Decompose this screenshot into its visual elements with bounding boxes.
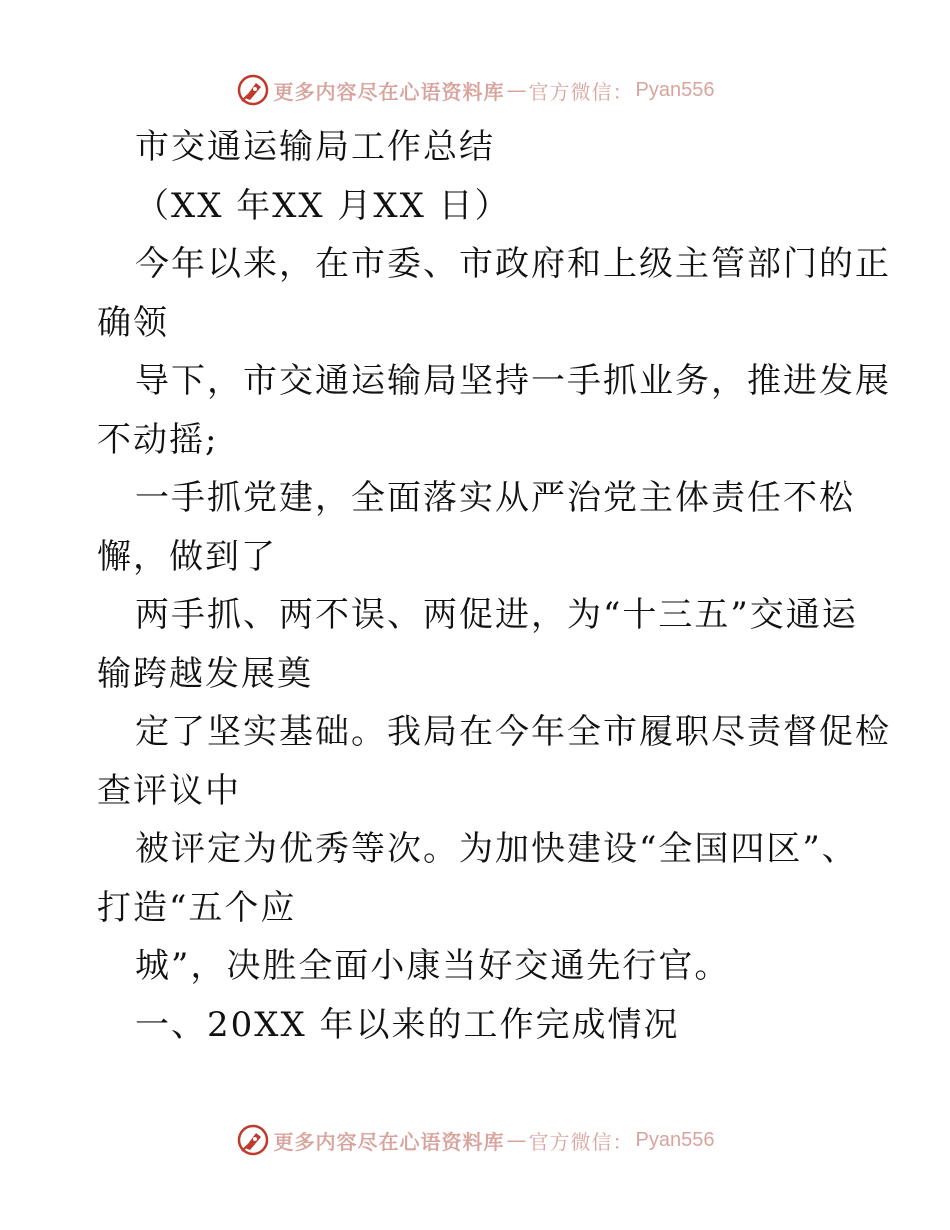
header-banner (0, 70, 950, 110)
doc-title: 市交通运输局工作总结 (135, 127, 495, 167)
pen-nib-logo-icon (236, 73, 270, 107)
section-heading: 一、20XX 年以来的工作完成情况 (135, 1004, 680, 1045)
doc-line: 输跨越发展奠 (97, 653, 313, 694)
banner-label: 官方微信： (528, 79, 634, 104)
doc-line: 懈，做到了 (97, 536, 277, 577)
banner-main-text: 更多内容尽在心语资料库 (273, 1129, 505, 1154)
doc-line: 查评议中 (97, 770, 241, 811)
banner-separator: — (506, 1128, 527, 1152)
banner-handle: Pyan556 (635, 1128, 715, 1151)
doc-line: 两手抓、两不误、两促进，为“十三五”交通运 (135, 595, 858, 635)
doc-line: 打造“五个应 (97, 887, 297, 928)
doc-line: 导下，市交通运输局坚持一手抓业务，推进发展 (135, 361, 891, 401)
banner-main-text: 更多内容尽在心语资料库 (273, 79, 505, 104)
banner-handle: Pyan556 (635, 78, 715, 101)
doc-line: 定了坚实基础。我局在今年全市履职尽责督促检 (135, 712, 891, 752)
doc-line: 不动摇; (97, 419, 219, 460)
document-body (97, 118, 891, 1054)
banner-separator: — (506, 78, 527, 102)
pen-nib-logo-icon (236, 1123, 270, 1157)
doc-line: 城”，决胜全面小康当好交通先行官。 (135, 946, 731, 986)
footer-banner (0, 1120, 950, 1160)
doc-date: （XX 年XX 月XX 日） (135, 185, 511, 226)
doc-line: 被评定为优秀等次。为加快建设“全国四区”、 (135, 829, 858, 869)
doc-line: 确领 (97, 302, 169, 343)
doc-line: 今年以来，在市委、市政府和上级主管部门的正 (135, 244, 891, 284)
doc-line: 一手抓党建，全面落实从严治党主体责任不松 (135, 478, 855, 518)
banner-label: 官方微信： (528, 1129, 634, 1154)
